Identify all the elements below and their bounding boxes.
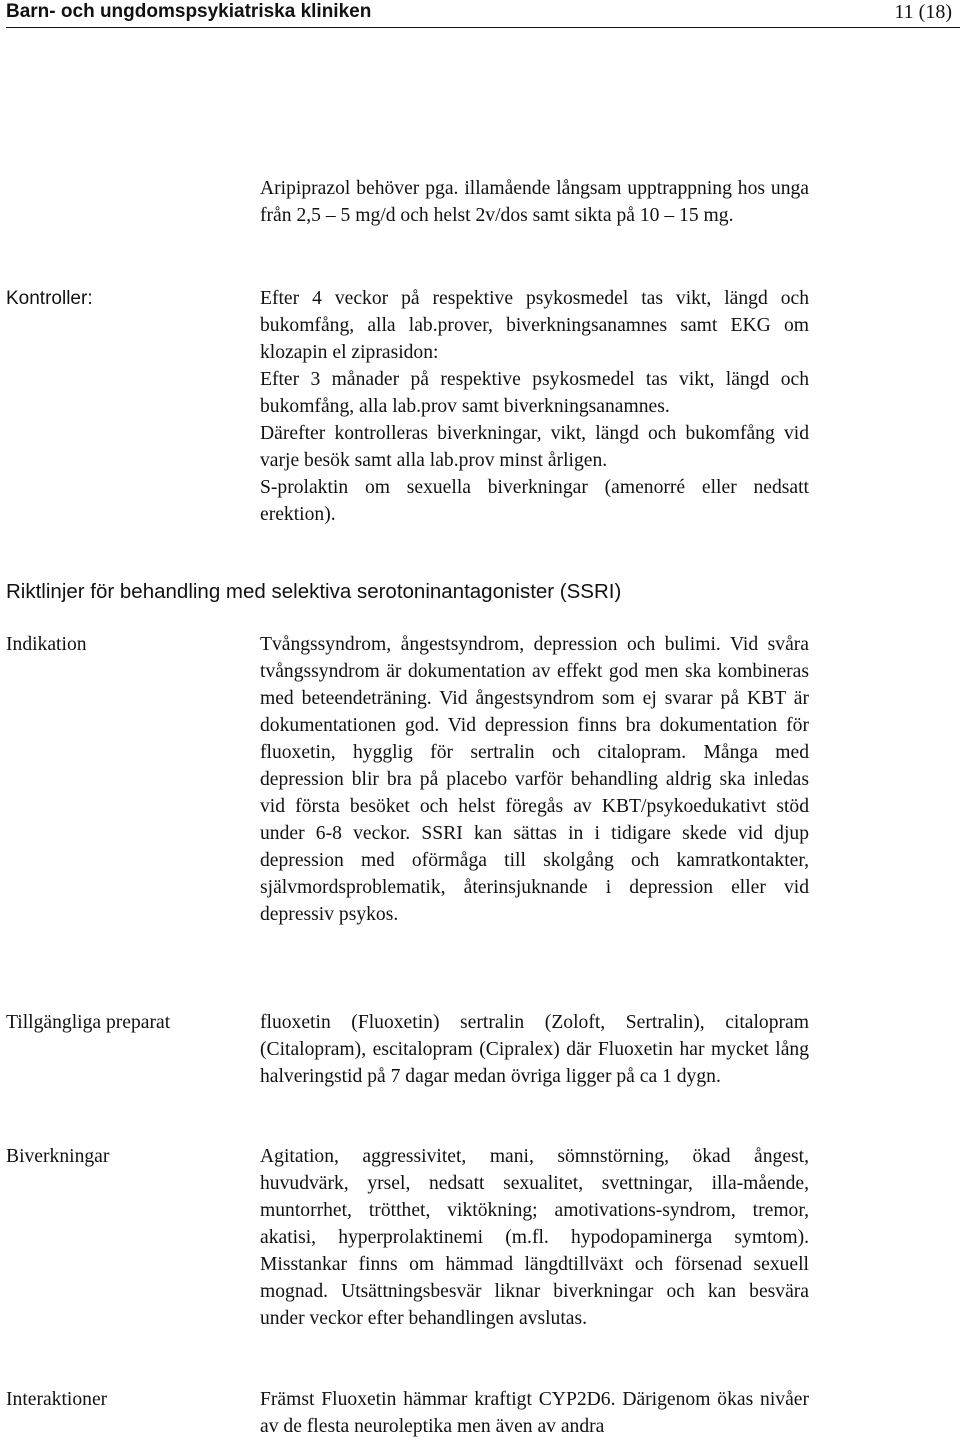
kontroller-paragraph: Efter 3 månader på respektive psykosmedel tas vikt, längd och bukomfång, alla lab.prov samt biverkningsanamnes. <box>260 369 809 417</box>
aripiprazol-paragraph <box>260 175 809 229</box>
ssri-section-heading: Riktlinjer för behandling med selektiva serotoninantagonister (SSRI) <box>6 580 622 603</box>
kontroller-paragraph: Efter 4 veckor på respektive psykosmedel tas vikt, längd och bukomfång, alla lab.prover, biverkningsanamnes samt EKG om klozapin el ziprasidon: <box>260 288 809 363</box>
kontroller-label: Kontroller: <box>6 288 93 309</box>
clinic-title: Barn- och ungdomspsykiatriska kliniken <box>6 1 372 22</box>
page-number: 11 (18) <box>894 1 952 23</box>
biverkningar-label: Biverkningar <box>6 1146 110 1167</box>
biverkningar-section <box>260 1143 809 1332</box>
preparat-text: fluoxetin (Fluoxetin) sertralin (Zoloft, Sertralin), citalopram (Citalopram), escitalopram (Cipralex) där Fluoxetin har mycket lång halveringstid på 7 dagar medan övriga ligger på ca 1 dygn. <box>260 1012 809 1087</box>
header-divider <box>6 27 960 28</box>
kontroller-paragraph: S-prolaktin om sexuella biverkningar (amenorré eller nedsatt erektion). <box>260 477 809 525</box>
indikation-label: Indikation <box>6 634 87 655</box>
interaktioner-label: Interaktioner <box>6 1389 108 1410</box>
kontroller-paragraph: Därefter kontrolleras biverkningar, vikt, längd och bukomfång vid varje besök samt alla lab.prov minst årligen. <box>260 423 809 471</box>
page-header <box>0 0 960 28</box>
biverkningar-text: Agitation, aggressivitet, mani, sömnstörning, ökad ångest, huvudvärk, yrsel, nedsatt sexualitet, svettningar, illa-mående, muntorrhet, trötthet, viktökning; amotivations-syndrom, tremor, akatisi, hyperprolaktinemi (m.fl. hypodopaminerga symtom). Misstankar finns om hämmad längdtillväxt och försenad sexuell mognad. Utsättningsbesvär liknar biverkningar och kan besvära under veckor efter behandlingen avslutas. <box>260 1146 809 1329</box>
indikation-text: Tvångssyndrom, ångestsyndrom, depression och bulimi. Vid svåra tvångssyndrom är dokumentation av effekt god men ska kombineras med beteendeträning. Vid ångestsyndrom som ej svarar på KBT är dokumentationen god. Vid depression finns bra dokumentation för fluoxetin, hygglig för sertralin och citalopram. Många med depression blir bra på placebo varför behandling aldrig ska inledas vid första besöket och helst föregås av KBT/psykoedukativt stöd under 6-8 veckor. SSRI kan sättas in i tidigare skede vid djup depression med oförmåga till skolgång och kamratkontakter, självmordsproblematik, återinsjuknande i depression eller vid depressiv psykos. <box>260 634 809 925</box>
aripiprazol-text: Aripiprazol behöver pga. illamående långsam upptrappning hos unga från 2,5 – 5 mg/d och helst 2v/dos samt sikta på 10 – 15 mg. <box>260 178 809 226</box>
interaktioner-text: Främst Fluoxetin hämmar kraftigt CYP2D6. Därigenom ökas nivåer av de flesta neuroleptika men även av andra <box>260 1389 809 1437</box>
interaktioner-section <box>260 1386 809 1440</box>
kontroller-section <box>260 285 809 528</box>
preparat-section <box>260 1009 809 1090</box>
indikation-section <box>260 631 809 928</box>
preparat-label: Tillgängliga preparat <box>6 1012 171 1033</box>
